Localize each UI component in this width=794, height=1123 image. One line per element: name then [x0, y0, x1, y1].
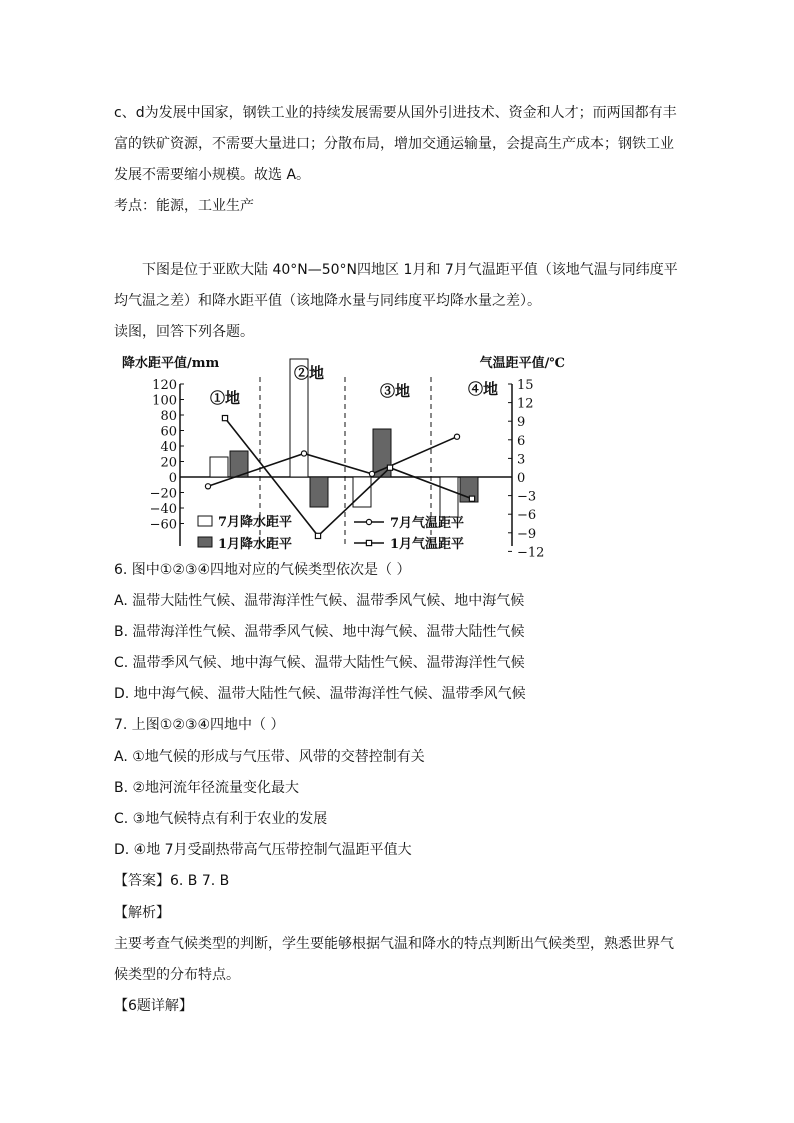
- point-jan-temp: [222, 416, 227, 421]
- point-july-temp: [301, 451, 306, 456]
- intro-line-1: 下图是位于亚欧大陆 40°N—50°N四地区 1月和 7月气温距平值（该地气温与同纬度平: [142, 262, 678, 278]
- q6-option-c: C. 温带季风气候、地中海气候、温带大陆性气候、温带海洋性气候: [114, 655, 525, 671]
- left-tick-label: −20: [149, 486, 177, 502]
- legend-marker-jan-temp: [366, 540, 371, 545]
- region-label: ①地: [210, 389, 241, 407]
- left-tick-label: 60: [160, 424, 177, 440]
- point-july-temp: [454, 434, 459, 439]
- right-tick-label: −12: [517, 545, 545, 561]
- left-axis-title: 降水距平值/mm: [122, 356, 220, 371]
- bar-july-precip: [440, 477, 458, 517]
- right-tick-label: 0: [517, 471, 526, 486]
- jiexi-line-2: 候类型的分布特点。: [114, 967, 240, 983]
- left-tick-label: −60: [149, 517, 177, 533]
- point-july-temp: [369, 471, 374, 476]
- chart-labels: [122, 355, 565, 560]
- right-tick-label: 9: [517, 415, 526, 431]
- right-tick-label: 3: [517, 452, 526, 468]
- left-tick-label: 40: [160, 440, 177, 455]
- q7-stem: 7. 上图①②③④四地中（ ）: [114, 717, 285, 733]
- prev-answer-line-2: 富的铁矿资源，不需要大量进口；分散布局，增加交通运输量，会提高生产成本；钢铁工业: [114, 136, 674, 152]
- legend-label-jan-temp: 1月气温距平: [390, 537, 465, 552]
- right-tick-label: −9: [517, 526, 537, 542]
- legend-label-july-precip: 7月降水距平: [218, 515, 293, 530]
- jiexi-line-1: 主要考查气候类型的判断，学生要能够根据气温和降水的特点判断出气候类型，熟悉世界气: [114, 936, 674, 952]
- detail-6-title: 【6题详解】: [114, 998, 193, 1014]
- q6-stem: 6. 图中①②③④四地对应的气候类型依次是（ ）: [114, 562, 411, 578]
- left-tick-label: 100: [152, 393, 177, 409]
- left-tick-label: −40: [149, 502, 177, 517]
- q6-option-d: D. 地中海气候、温带大陆性气候、温带海洋性气候、温带季风气候: [114, 686, 526, 702]
- legend-swatch-jan-precip: [198, 537, 212, 547]
- bar-july-precip: [353, 477, 371, 507]
- region-label: ②地: [294, 364, 325, 382]
- legend-label-jan-precip: 1月降水距平: [218, 537, 293, 552]
- q7-option-b: B. ②地河流年径流量变化最大: [114, 780, 300, 796]
- legend-swatch-july-precip: [198, 516, 212, 526]
- left-tick-label: 80: [160, 409, 177, 424]
- q6-option-a: A. 温带大陆性气候、温带海洋性气候、温带季风气候、地中海气候: [114, 593, 525, 609]
- q7-option-c: C. ③地气候特点有利于农业的发展: [114, 811, 328, 827]
- kaodian-line: 考点：能源，工业生产: [114, 198, 254, 214]
- point-jan-temp: [387, 465, 392, 470]
- point-july-temp: [205, 484, 210, 489]
- answer-line: 【答案】6. B 7. B: [114, 873, 230, 889]
- climate-anomaly-chart: [114, 351, 566, 561]
- right-tick-label: 15: [517, 378, 534, 393]
- left-tick-label: 0: [168, 471, 177, 486]
- prev-answer-line-3: 发展不需要缩小规模。故选 A。: [114, 167, 311, 183]
- right-tick-label: −3: [517, 489, 537, 505]
- region-label: ③地: [380, 382, 411, 400]
- right-tick-label: −6: [517, 508, 537, 524]
- q7-option-a: A. ①地气候的形成与气压带、风带的交替控制有关: [114, 749, 425, 765]
- chart-bars: [210, 359, 478, 517]
- q7-option-d: D. ④地 7月受副热带高气压带控制气温距平值大: [114, 842, 412, 858]
- bar-july-precip: [210, 457, 228, 477]
- jiexi-title: 【解析】: [114, 905, 170, 921]
- intro-line-2: 均气温之差）和降水距平值（该地降水量与同纬度平均降水量之差）。: [114, 293, 541, 309]
- q6-option-b: B. 温带海洋性气候、温带季风气候、地中海气候、温带大陆性气候: [114, 624, 525, 640]
- right-axis-title: 气温距平值/℃: [479, 356, 565, 371]
- bar-jan-precip: [310, 477, 328, 507]
- right-tick-label: 6: [517, 433, 526, 449]
- intro-line-3: 读图，回答下列各题。: [114, 324, 254, 340]
- left-tick-label: 20: [160, 455, 177, 471]
- point-jan-temp: [469, 496, 474, 501]
- left-tick-label: 120: [152, 378, 177, 393]
- region-label: ④地: [468, 380, 499, 398]
- chart-legend: [198, 514, 464, 552]
- prev-answer-line-1: c、d为发展中国家，钢铁工业的持续发展需要从国外引进技术、资金和人才；而两国都有丰: [114, 105, 677, 121]
- point-jan-temp: [315, 533, 320, 538]
- legend-label-july-temp: 7月气温距平: [390, 516, 465, 531]
- legend-marker-july-temp: [366, 519, 371, 524]
- right-tick-label: 12: [517, 396, 534, 412]
